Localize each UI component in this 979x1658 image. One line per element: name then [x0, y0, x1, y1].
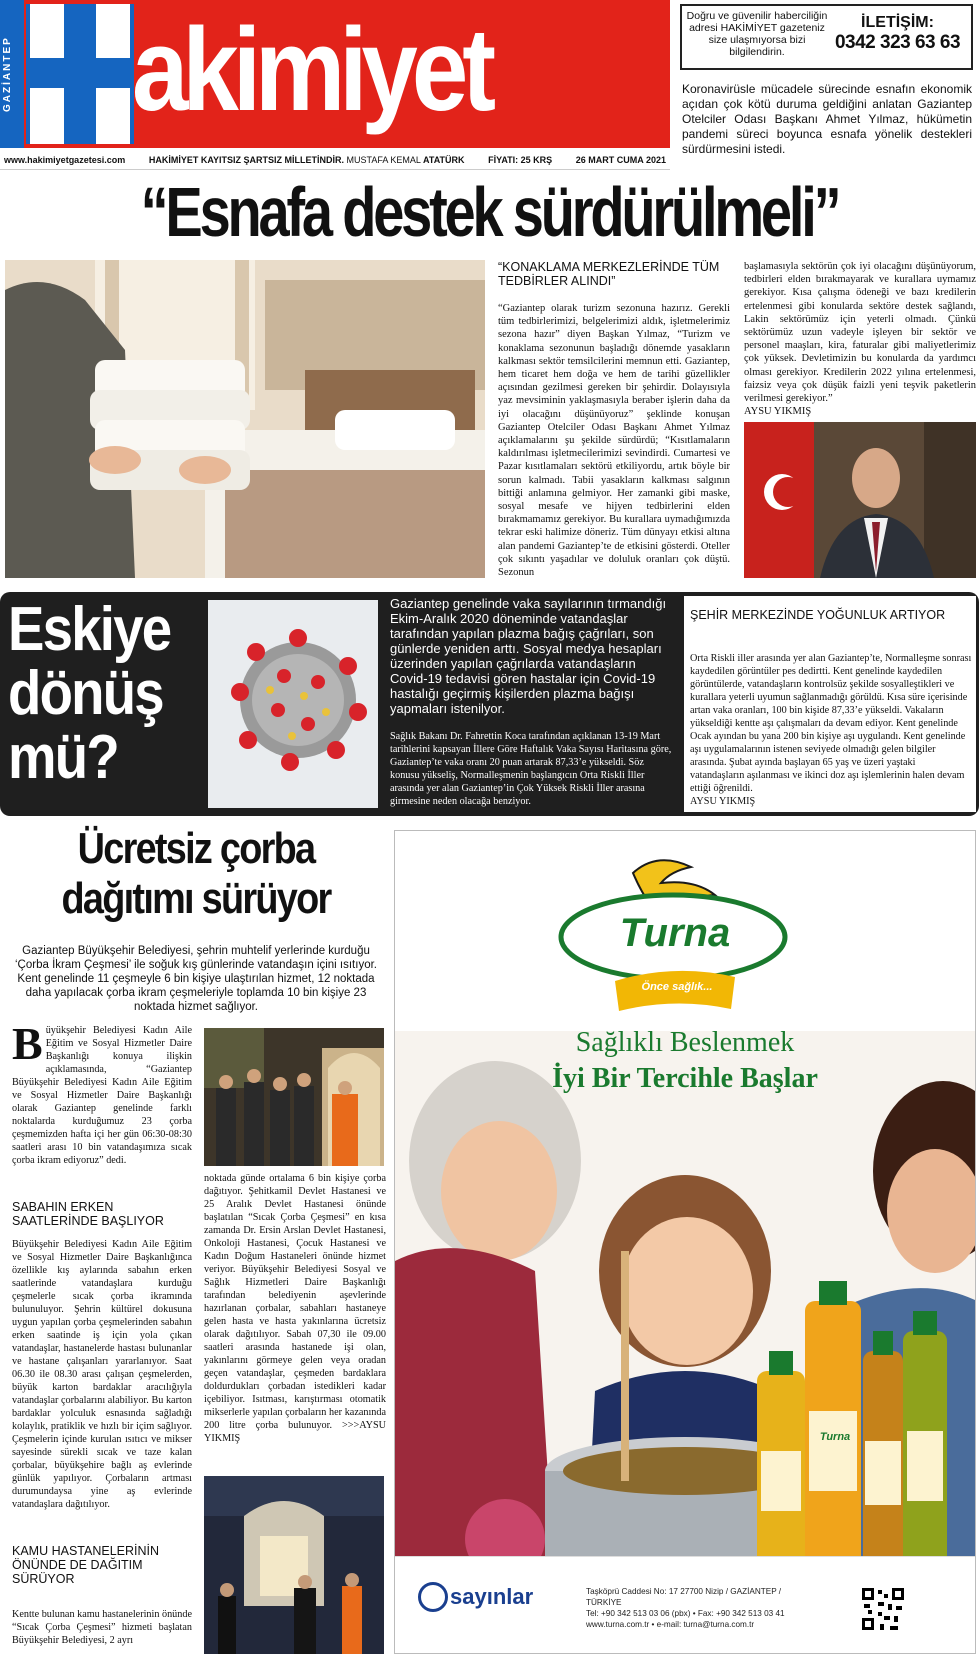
contact-box [680, 4, 973, 70]
covid-headline[interactable]: Eskiye dönüş mü? [8, 595, 171, 792]
turna-tagline: Önce sağlık... [641, 981, 713, 993]
sayinlar-logo: sayınlar [450, 1584, 534, 1609]
price: FİYATI: 25 KRŞ [488, 154, 553, 165]
soup-fountain-night-photo [204, 1476, 384, 1654]
main-story-byline: AYSU YIKMIŞ [744, 406, 812, 418]
soup-fountain-photo [204, 1028, 384, 1166]
main-story-col2: başlamasıyla sektörün çok iyi olacağını düşünüyorum, tedbirleri elden bırakmayarak ve kurallara uymamız gerekiyor. Kısa çalışma ödeneği ve bazı kredilerin ertelenmesi gibi konularda sektöre destek sağlandı, Lakin sektörümüz için yeterli olmadı. Çünkü sektörümüz uzun vadeyle işleyen bir sektör ve personel maaşları, kira, faturalar gibi maliyetlerimiz çok yüksek. Devletimizin bu konularda da yardımcı olması gerekiyor. Kredilerin 2022 yılına ertelenmesi, faizsiz veya çok düşük faizli yeni teşvik paketlerin verilmesi gerekiyor.” AYSU YIKMIŞ [744, 261, 976, 418]
qr-code-icon[interactable] [860, 1586, 906, 1632]
ad-slogan-line2: İyi Bir Tercihle Başlar [552, 1063, 818, 1094]
newspaper-logo[interactable]: akimiyet [132, 4, 491, 136]
turna-logo: Turna [619, 911, 731, 955]
covid-byline: AYSU YIKMIŞ [690, 796, 756, 807]
sayinlar-icon [418, 1582, 448, 1612]
covid-panel-head: ŞEHİR MERKEZİNDE YOĞUNLUK ARTIYOR [690, 608, 946, 622]
corba-body1: B üyükşehir Belediyesi Kadın Aile Eğitim ve Sosyal Hizmetler Daire Başkanlığı konuya ilişkin açıklamasında, “Gaziantep Büyükşehir Belediyesi Kadın Aile Eğitim ve Sosyal Hizmetler Daire Başkanlığı olarak Gaziantep genelinde farklı noktalarda kurduğumuz 23 çorba çeşmemizden hafta içi her gün 06:30-08:30 saatleri arası 10 bin vatandaşımıza sıcak çorba ikram ediyoruz” dedi. [12, 1018, 192, 1166]
city-vertical-label: GAZİANTEP [2, 36, 13, 112]
corba-subhead3: KAMU HASTANELERİNİN ÖNÜNDE DE DAĞITIM SÜRÜYOR [12, 1544, 160, 1586]
covid-body: Sağlık Bakanı Dr. Fahrettin Koca tarafından açıklanan 13-19 Mart tarihlerini kapsayan İllere Göre Haftalık Vaka Sayısı Haritasına göre, Gaziantep’te vaka oranı 20 puan artarak 87,33’e yükseldi. Söz konusu yükseliş, Normalleşmenin başlangıcın Orta Riskli İller arasında yer alan Gaziantep’in Çok Yüksek Riskli İller arasına girmesine neden olacağa benziyor. [390, 731, 672, 807]
bottle-label: Turna [819, 1431, 851, 1443]
portrait-photo [744, 422, 976, 578]
ad-address: Taşköprü Caddesi No: 17 27700 Nizip / GAZİANTEP / TÜRKİYE Tel: +90 342 513 03 06 (pbx) • Fax: +90 342 513 03 41 www.turna.com.tr • e-mail: turna@turna.com.tr [586, 1587, 785, 1629]
dropcap: B [12, 1018, 43, 1069]
corba-body2: Büyükşehir Belediyesi Kadın Aile Eğitim ve Sosyal Hizmetler Daire Başkanlığınca özellikle kış aylarında sabahın erken saatlerinde vatandaşlara kurduğu çeşmelerle sıcak çorba ikramında bulunuluyor. Şehrin kültürel dokusuna uygun yapılan çorba çeşmelerinden sabahın erken saatinde iş için yola çıkan vatandaşlar, hastanelerde hastası bulunanlar ve hastane çalışanları yararlanıyor. Saat 06.30 ile 08.30 arası çalışan çeşmelerden, büyük karton bardaklar aracılığıyla vatandaşlar çorbalarını alabiliyor. Bu karton bardaklar yolculuk esnasında sağladığı kolaylık, pratiklik ve hızlı bir içim sağlıyor. Çeşmelerin içinde kurulan ısıtıcı ve mikser sayesinde sürekli sıcak ve taze kalan çorbalar, büyükşehire bağlı aş evlerinde günlük yapılıyor. Çorbaların artması durumundaysa yine aş evlerinde vatandaşlara dağıtılıyor. [12, 1239, 192, 1510]
slogan-text: Doğru ve güvenilir haberciliğin adresi HAKİMİYET gazeteniz size ulaşmıyorsa bizi bilgilendirin. [686, 10, 828, 58]
main-story-col1: “Gaziantep olarak turizm sezonuna hazırız. Gerekli tüm tedbirlerimizi, belgelerimizi aldık, işletmelerimiz sezona hazır” diyen Başkan Yılmaz, “Turizm ve konaklama sezonunun başladığı dönemde yasakların kalkması sektör temsilcilerini memnun etti. Gaziantep, hem ticaret hem doğa ve hem de tarihi güzellikler açısından gezilmesi gereken bir şehirdir. Dolayısıyla yaz mevsiminin yaklaşmasıyla beraber işlerin daha da iyi olacağını düşünüyoruz” şeklinde konuşan Gaziantep Otelciler Odası Başkanı Ahmet Yılmaz açıklamalarını şu şekilde sürdürdü; “Kısıtlamaların kaldırılması işletmecilerimizi sevindirdi. Cumartesi ve Pazar kısıtlamaları sektörü etkiliyordu, artık böyle bir sorun kalmadı. Tabii yasakların kalkması salgının bittiği anlamına gelmiyor. Her zamanki gibi maske, sosyal mesafe ve hijyen tedbirlerini elden bırakmamamız gerekiyor. Bu kurallara uymadığımızda tekrar eski halimize döneriz. Tüm dünyayı etkisi altına alan pandemi Gaziantep’te de etkisini gösterdi. Oteller çok sıkıntı yaşadılar ve doluluk oranları çok düştü. Sezonun [498, 303, 730, 579]
main-story-subhead: “KONAKLAMA MERKEZLERİNDE TÜM TEDBİRLER ALINDI” [498, 260, 720, 288]
contact-phone[interactable]: 0342 323 63 63 [834, 32, 961, 53]
corba-body3: Kentte bulunan kamu hastanelerinin önünde “Sıcak Çorba Çeşmesi” hizmeti başlatan Büyükşehir Belediyesi, 2 ayrı [12, 1609, 192, 1646]
website-link[interactable]: www.hakimiyetgazetesi.com [4, 154, 126, 165]
corba-subhead2: SABAHIN ERKEN SAATLERİNDE BAŞLIYOR [12, 1200, 164, 1228]
corba-lead: Gaziantep Büyükşehir Belediyesi, şehrin muhtelif yerlerinde kurduğu ‘Çorba İkram Çeşmesi’ ile soğuk kış günlerinde vatandaşın içini ısıtıyor. Kent genelinde 11 çeşmeyle 6 bin kişiye ulaştırılan hizmet, 12 noktada daha yapılacak çorba ikram çeşmeleriyle toplamda 10 bin kişiye 23 noktada hizmet sağlıyor. [15, 945, 377, 1013]
top-summary: Koronavirüsle mücadele sürecinde esnafın ekonomik açıdan çok kötü duruma geldiğini anlatan Gaziantep Otelciler Odası Başkanı Ahmet Yılmaz, hükümetin pandemi süreci boyunca esnafa yönelik destekleri sürdürmesini istedi. [682, 82, 972, 156]
issue-date: 26 MART CUMA 2021 [575, 154, 666, 165]
turna-advertisement[interactable] [394, 830, 976, 1654]
contact-title: İLETİŞİM: [861, 14, 934, 31]
hotel-room-photo [5, 260, 485, 578]
masthead-info-line [0, 150, 670, 170]
covid-panel-body: Orta Riskli iller arasında yer alan Gaziantep’te, Normalleşme sonrası kaydedilen görüntüler pes dedirtti. Kent genelinde kaydedilen görüntülerde, vatandaşların kontrolsüz şekilde sosyalleştikleri ve kurallara yeterli uyumun sağlanmadığı görüldü. Kısa süre içerisinde artan vaka oranları, 100 bin kişide 87,33’e yükseldi. Vakaların yükseldiği kentte aşı çalışmaları da devam ediyor. Kent genelinde Ocak ayından bu yana 200 bin kişiye aşı uygulandı. Kent genelinde aşı uygulamalarının istenen seviyede olmadığı gelen bilgiler arasında. Şubat ayında başlayan 65 yaş ve üzeri yaştaki vatandaşların aşılanması ve ikinci doz aşı işlemlerinin halen devam ettiği öğrenildi. AYSU YIKMIŞ [690, 653, 972, 807]
ad-slogan-line1: Sağlıklı Beslenmek [575, 1027, 795, 1058]
main-headline[interactable]: “Esnafa destek sürdürülmeli” [140, 173, 839, 251]
corba-body-col2: noktada günde ortalama 6 bin kişiye çorba dağıtıyor. Şehitkamil Devlet Hastanesi ve 25 Aralık Devlet Hastanesi önünde başlatılan “Sıcak Çorba Çeşmesi” en kısa zamanda Dr. Ersin Arslan Devlet Hastanesi, Onkoloji Hastanesi, Çocuk Hastanesi ve Kadın Doğum Hastaneleri önünde hizmet veriyor. Büyükşehir Belediyesi Sosyal ve Sağlık Hizmetleri Daire Başkanlığı tarafından belediyenin aşevlerinde hazırlanan çorbalar, sabahları hastaneye gelen hasta ve hasta yakınlarına ücretsiz olarak dağıtılıyor. Sabah 07,30 ile 09.00 saatleri arasında hastanede işi olan, yakınlarını görmeye gelen veya oradan geçen vatandaşlar, çeşmeden bardaklara doldurdukları çorbadan istedikleri kadar içebiliyor. Isıtması, karıştırması otomatik mikserlerle yapılan çorbaların her kazanında 200 litre çorba bulunuyor. >>>AYSU YIKMIŞ [204, 1173, 386, 1444]
logo-letter-h-bar [30, 58, 130, 88]
covid-lead: Gaziantep genelinde vaka sayılarının tırmandığı Ekim-Aralık 2020 döneminde vatandaşlar tarafından yapılan plazma bağış çağrıları, son günlerde yeniden arttı. Sosyal medya hesapları üzerinden yapılan çağrılarda vatandaşların Covid-19 tedavisi gören hastalar için Covid-19 hastalığı geçirmiş kişilerden plazma bağışı yapmaları istenilyor. [390, 596, 667, 716]
motto: HAKİMİYET KAYITSIZ ŞARTSIZ MİLLETİNDİR. MUSTAFA KEMAL ATATÜRK [148, 154, 465, 165]
corba-headline[interactable]: Ücretsiz çorba dağıtımı sürüyor [61, 824, 331, 923]
virus-photo [208, 600, 378, 808]
